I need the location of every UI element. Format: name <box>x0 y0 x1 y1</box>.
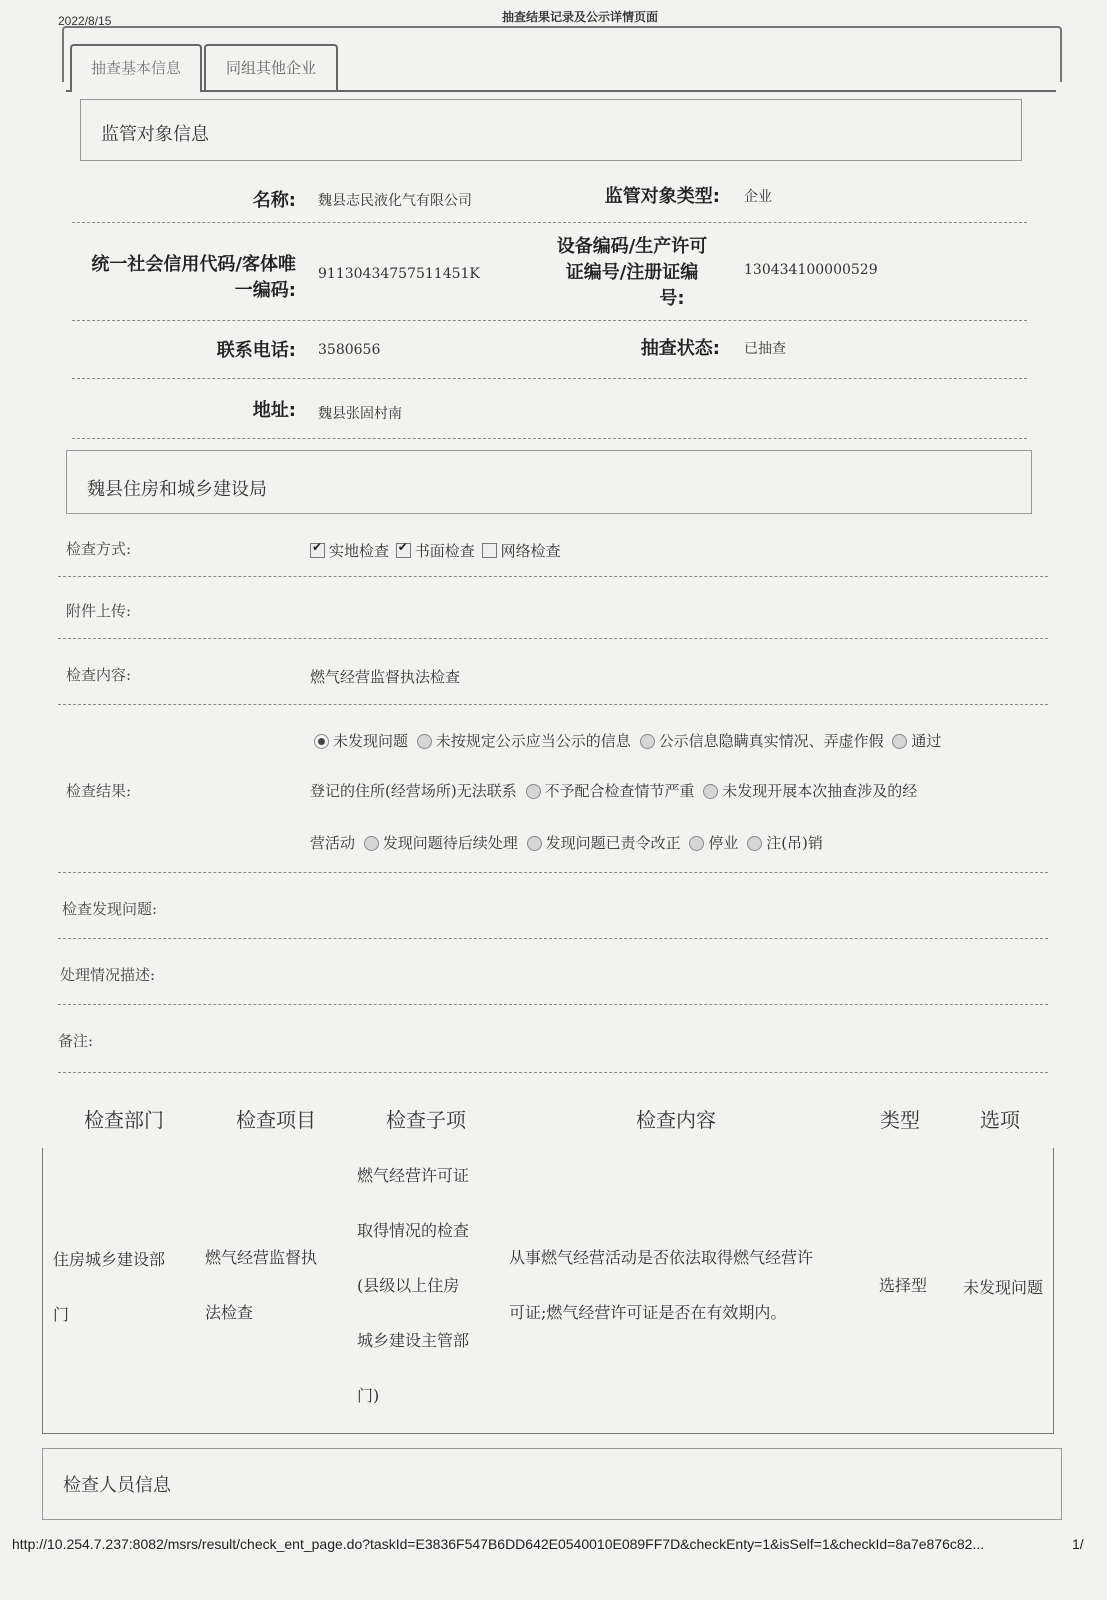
method-label: 检查方式: <box>66 540 132 558</box>
result-radio-pending[interactable] <box>364 836 379 851</box>
staff-section-header <box>42 1448 1062 1520</box>
method-onsite[interactable]: ✔ 实地检查 <box>310 542 389 560</box>
table-header-item: 检查项目 <box>236 1108 316 1132</box>
inspection-section-header <box>66 450 1032 514</box>
status-value: 已抽查 <box>744 341 786 357</box>
content-value: 燃气经营监督执法检查 <box>310 668 461 686</box>
phone-label: 联系电话: <box>216 340 296 361</box>
row-attachment <box>58 576 1048 639</box>
attachment-label: 附件上传: <box>66 602 132 620</box>
result-radio-suspended[interactable] <box>689 836 704 851</box>
name-value: 魏县志民液化气有限公司 <box>318 193 472 209</box>
staff-section-title: 检查人员信息 <box>63 1475 171 1496</box>
credit-value: 91130434757511451K <box>318 266 480 282</box>
row-content <box>58 638 1048 705</box>
type-label: 监管对象类型: <box>604 186 720 207</box>
device-label: 设备编码/生产许可 证编号/注册证编 号: <box>556 236 708 309</box>
tab-bar <box>66 44 1056 92</box>
remarks-label: 备注: <box>58 1032 94 1050</box>
object-section-header <box>80 99 1022 161</box>
row-handling <box>58 938 1048 1005</box>
result-radio-false-info[interactable] <box>640 734 655 749</box>
document-checkbox[interactable] <box>396 543 411 558</box>
status-label: 抽查状态: <box>640 338 720 359</box>
credit-label: 统一社会信用代码/客体唯 一编码: <box>91 254 296 301</box>
row-address <box>72 378 1027 439</box>
method-options <box>310 540 563 561</box>
online-checkbox[interactable] <box>482 543 497 558</box>
tab-basic-info[interactable]: 抽查基本信息 <box>70 44 202 92</box>
result-radio-uncooperative[interactable] <box>526 784 541 799</box>
method-online[interactable]: 网络检查 <box>482 542 561 560</box>
cell-content: 从事燃气经营活动是否依法取得燃气经营许 可证;燃气经营许可证是否在有效期内。 <box>509 1248 814 1322</box>
address-value: 魏县张固村南 <box>318 406 402 422</box>
device-value: 130434100000529 <box>744 262 878 278</box>
result-radio-corrected[interactable] <box>527 836 542 851</box>
result-radio-not-published[interactable] <box>417 734 432 749</box>
cell-option: 未发现问题 <box>963 1278 1044 1297</box>
row-problems <box>58 872 1048 939</box>
row-phone <box>72 320 1027 379</box>
print-date: 2022/8/15 <box>58 14 112 28</box>
result-radio-revoked[interactable] <box>747 836 762 851</box>
result-radio-unreachable[interactable] <box>892 734 907 749</box>
table-header-dept: 检查部门 <box>84 1108 164 1132</box>
object-section-title: 监管对象信息 <box>101 124 209 145</box>
method-document[interactable]: ✔ 书面检查 <box>396 542 475 560</box>
table-header-option: 选项 <box>980 1108 1020 1132</box>
row-name <box>72 172 1027 223</box>
handling-label: 处理情况描述: <box>60 966 156 984</box>
cell-subitem: 燃气经营许可证 取得情况的检查 (县级以上住房 城乡建设主管部 门) <box>357 1166 470 1405</box>
inspection-section-title: 魏县住房和城乡建设局 <box>87 479 267 500</box>
row-method <box>58 518 1048 577</box>
row-credit-code <box>72 222 1027 321</box>
row-result: 检查结果: 未发现问题 未按规定公示应当公示的信息 公示信息隐瞒真实情况、弄虚作假 通过 登记的住所(经营场所)无法联系 不予配合检查情节严重 未发现开展本次抽查涉及的经 营活动 发现问题待后续处理 发现问题已责令改正 停业 注(吊)销 <box>58 704 1048 873</box>
print-title: 抽查结果记录及公示详情页面 <box>501 10 658 24</box>
phone-value: 3580656 <box>318 342 381 358</box>
result-radio-no-problem[interactable] <box>314 734 329 749</box>
table-header-subitem: 检查子项 <box>386 1108 466 1132</box>
content-label: 检查内容: <box>66 666 132 684</box>
onsite-checkbox[interactable] <box>310 543 325 558</box>
result-label: 检查结果: <box>66 782 132 800</box>
problems-label: 检查发现问题: <box>62 900 158 918</box>
cell-item: 燃气经营监督执 法检查 <box>205 1248 318 1322</box>
cell-type: 选择型 <box>879 1276 928 1295</box>
address-label: 地址: <box>252 400 296 421</box>
table-header-content: 检查内容 <box>636 1108 716 1132</box>
table-header-type: 类型 <box>880 1108 920 1132</box>
cell-dept: 住房城乡建设部 门 <box>53 1250 166 1324</box>
row-remarks <box>58 1004 1048 1073</box>
type-value: 企业 <box>744 189 772 205</box>
name-label: 名称: <box>252 190 296 211</box>
page-number: 1/ <box>1072 1536 1084 1552</box>
table-row <box>42 1148 1054 1434</box>
tab-other-companies[interactable]: 同组其他企业 <box>204 44 338 90</box>
result-radio-no-activity[interactable] <box>703 784 718 799</box>
page-url: http://10.254.7.237:8082/msrs/result/check_ent_page.do?taskId=E3836F547B6DD642E0540010E089FF7D&checkEnty=1&isSelf=1&checkId=8a7e876c82... <box>12 1536 985 1552</box>
